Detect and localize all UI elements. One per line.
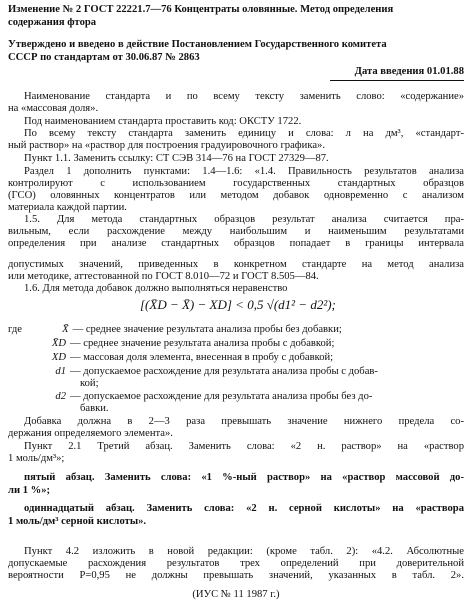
para-5-cont2: (ГСО) оловянных концентратов или методом добавок одновременно с анализом — [8, 190, 464, 201]
para-1-cont: на «массовая доля». — [8, 103, 99, 114]
para-6-cont2: определения при анализе стандартных образцов попадает в границы интервала — [8, 238, 464, 249]
def-row-1 — [8, 324, 464, 336]
inequality-formula — [140, 297, 336, 313]
header-title: Изменение № 2 ГОСТ 22221.7—76 Концентраты оловянные. Метод определения — [8, 4, 394, 15]
para-9-cont: держания определяемого элемента». — [8, 428, 173, 439]
symbol-xdbar: X̄D — [51, 338, 66, 349]
formula-text: [(X̄D − X̄) − XD] < 0,5 √(d1² − d2²); — [140, 297, 336, 312]
para-6-cont1: вильным, если расхождение между наибольшим и наименьшим результатами — [8, 226, 464, 237]
effective-date: Дата введения 01.01.88 — [354, 66, 464, 77]
header-title-cont: содержания фтора — [8, 17, 97, 28]
def-row-4 — [8, 366, 464, 378]
para-10: Пункт 2.1 Третий абзац. Заменить слова: «2 н. раствор» на «раствор — [24, 441, 464, 452]
def-5-cont: бавки. — [80, 403, 109, 414]
symbol-d2: d2 — [55, 391, 66, 402]
para-3: По всему тексту стандарта заменить единицу и слова: л на дм³, «стандарт- — [24, 128, 464, 139]
para-9: Добавка должна в 2—3 раза превышать значение нижнего предела со- — [24, 416, 464, 427]
para-13: Пункт 4.2 изложить в новой редакции: (кроме табл. 2): «4.2. Абсолютные — [24, 546, 464, 557]
para-5: Раздел 1 дополнить пунктами: 1.4—1.6: «1.4. Правильность результатов анализа — [24, 166, 464, 177]
para-11: пятый абзац. Заменить слова: «1 %-ный раствор» на «раствор массовой до- — [24, 472, 464, 483]
para-4: Пункт 1.1. Заменить ссылку: СТ СЭВ 314—76 на ГОСТ 27329—87. — [24, 153, 329, 164]
approved-line: Утверждено и введено в действие Постановлением Государственного комитета — [8, 39, 387, 50]
para-5-cont1: контролируют с использованием государственных стандартных образцов — [8, 178, 464, 189]
footer-source: (ИУС № 11 1987 г.) — [192, 589, 280, 600]
def-row-3 — [8, 352, 464, 364]
para-12: одиннадцатый абзац. Заменить слова: «2 н. серной кислоты» на «раствора — [24, 503, 464, 514]
para-7: допустимых значений, приведенных в конкретном стандарте на метод анализа — [8, 259, 464, 270]
para-13-cont2: вероятности P=0,95 не должны превышать значений, указанных в табл. 2». — [8, 570, 464, 581]
def-4: — допускаемое расхождение для результата анализа пробы с добав- — [70, 366, 378, 377]
symbol-xbar: X̄ — [62, 324, 69, 335]
para-10-cont: 1 моль/дм³»; — [8, 453, 65, 464]
para-11-cont: ли 1 %»; — [8, 485, 51, 496]
para-1: Наименование стандарта и по всему тексту заменить слово: «содержание» — [24, 91, 464, 102]
date-underline — [330, 80, 464, 81]
def-3: — массовая доля элемента, внесенная в пробу с добавкой; — [70, 352, 334, 363]
def-row-2 — [8, 338, 464, 350]
para-12-cont: 1 моль/дм³ серной кислоты». — [8, 516, 147, 527]
para-6: 1.5. Для метода стандартных образцов результат анализа считается пра- — [24, 214, 464, 225]
para-7-cont: или методике, аттестованной по ГОСТ 8.010—72 и ГОСТ 8.505—84. — [8, 271, 319, 282]
def-1: — среднее значение результата анализа пробы без добавки; — [72, 324, 342, 335]
para-13-cont1: допускаемые расхождения результатов трех определений при доверительной — [8, 558, 464, 569]
para-3-cont: ный раствор» на «раствор для построения градуировочного графика». — [8, 140, 325, 151]
where-label: где — [8, 324, 22, 335]
symbol-xd: XD — [51, 352, 66, 363]
symbol-d1: d1 — [55, 366, 66, 377]
para-5-cont3: материала каждой партии. — [8, 202, 127, 213]
def-row-5 — [8, 391, 464, 403]
def-2: — среднее значение результата анализа пробы с добавкой; — [70, 338, 335, 349]
para-8: 1.6. Для метода добавок должно выполняться неравенство — [24, 283, 288, 294]
def-4-cont: кой; — [80, 378, 99, 389]
approved-line-cont: СССР по стандартам от 30.06.87 № 2863 — [8, 52, 200, 63]
def-5: — допускаемое расхождение для результата анализа пробы без до- — [70, 391, 373, 402]
para-2: Под наименованием стандарта проставить код: ОКСТУ 1722. — [24, 116, 302, 127]
